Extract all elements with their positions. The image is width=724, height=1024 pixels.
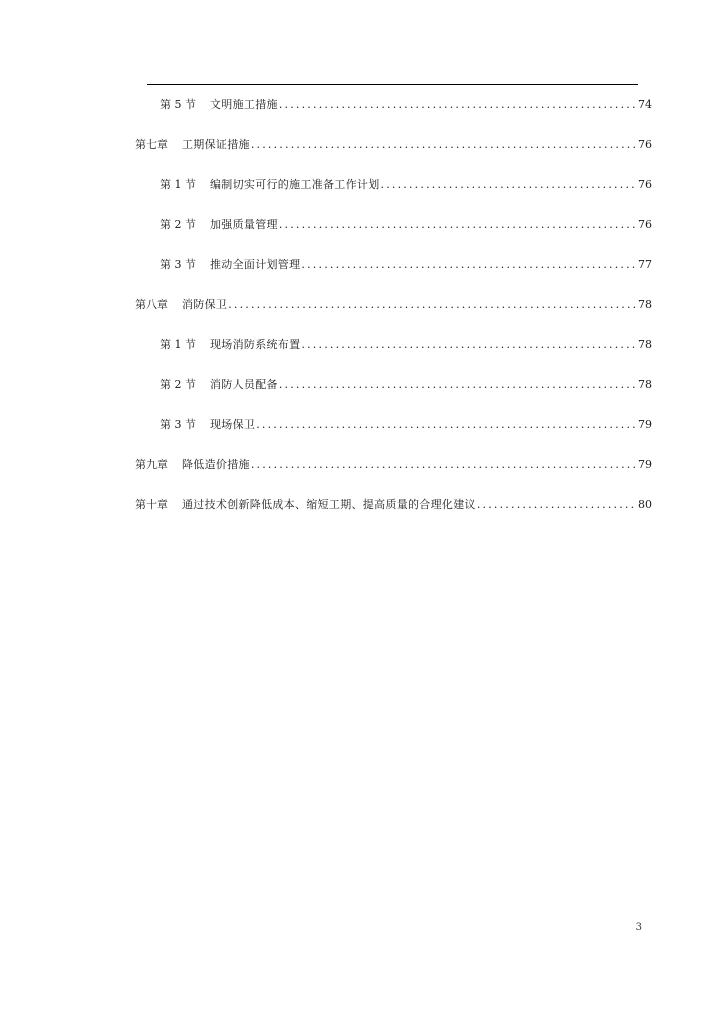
page-number: 3 (635, 922, 642, 933)
toc-entry-title: 通过技术创新降低成本、缩短工期、提高质量的合理化建议 (182, 498, 476, 511)
toc-entry-title: 编制切实可行的施工准备工作计划 (210, 178, 380, 191)
toc-entry[interactable] (160, 376, 652, 394)
toc-entry-page: 74 (638, 98, 652, 111)
toc-entry[interactable] (160, 216, 652, 234)
toc-entry-page: 80 (638, 498, 652, 511)
toc-entry-number: 第九章 (135, 458, 168, 471)
toc-dot-leader (301, 336, 636, 354)
toc-dot-leader (477, 496, 636, 514)
toc-entry[interactable] (135, 296, 652, 314)
toc-dot-leader (301, 256, 636, 274)
toc-entry-number: 第 3 节 (160, 418, 196, 431)
toc-dot-leader (228, 296, 636, 314)
toc-entry-title: 现场保卫 (210, 418, 256, 431)
toc-entry-page: 76 (638, 138, 652, 151)
toc-entry-page: 76 (638, 218, 652, 231)
toc-dot-leader (279, 216, 636, 234)
toc-entry-page: 78 (638, 378, 652, 391)
toc-entry[interactable] (160, 256, 652, 274)
toc-entry-page: 76 (638, 178, 652, 191)
toc-entry-title: 现场消防系统布置 (210, 338, 301, 351)
toc-entry-number: 第十章 (135, 498, 168, 511)
toc-entry-title: 消防保卫 (182, 298, 228, 311)
toc-entry-title: 工期保证措施 (182, 138, 250, 151)
toc-entry-title: 消防人员配备 (210, 378, 278, 391)
toc-entry-title: 加强质量管理 (210, 218, 278, 231)
toc-dot-leader (381, 176, 637, 194)
toc-dot-leader (251, 136, 636, 154)
toc-dot-leader (256, 416, 636, 434)
toc-entry-number: 第七章 (135, 138, 168, 151)
toc-dot-leader (279, 376, 636, 394)
toc-entry[interactable] (160, 336, 652, 354)
toc-dot-leader (251, 456, 636, 474)
header-rule (147, 84, 638, 85)
toc-entry-number: 第 3 节 (160, 258, 196, 271)
toc-entry-page: 78 (638, 338, 652, 351)
toc-dot-leader (279, 96, 636, 114)
toc-entry-number: 第 5 节 (160, 98, 196, 111)
toc-entry[interactable] (160, 176, 652, 194)
toc-entry-number: 第八章 (135, 298, 168, 311)
toc-entry[interactable] (135, 496, 652, 514)
toc-entry-page: 79 (638, 458, 652, 471)
toc-entry-title: 降低造价措施 (182, 458, 250, 471)
toc-entry[interactable] (160, 96, 652, 114)
toc-entry-title: 文明施工措施 (210, 98, 278, 111)
toc-entry[interactable] (135, 456, 652, 474)
toc-entry-number: 第 1 节 (160, 338, 196, 351)
toc-entry-title: 推动全面计划管理 (210, 258, 301, 271)
toc-entry[interactable] (160, 416, 652, 434)
toc-entry[interactable] (135, 136, 652, 154)
toc-entry-page: 78 (638, 298, 652, 311)
toc-entry-number: 第 1 节 (160, 178, 196, 191)
toc-entry-number: 第 2 节 (160, 218, 196, 231)
toc-entry-page: 77 (638, 258, 652, 271)
toc-entry-number: 第 2 节 (160, 378, 196, 391)
toc-entry-page: 79 (638, 418, 652, 431)
